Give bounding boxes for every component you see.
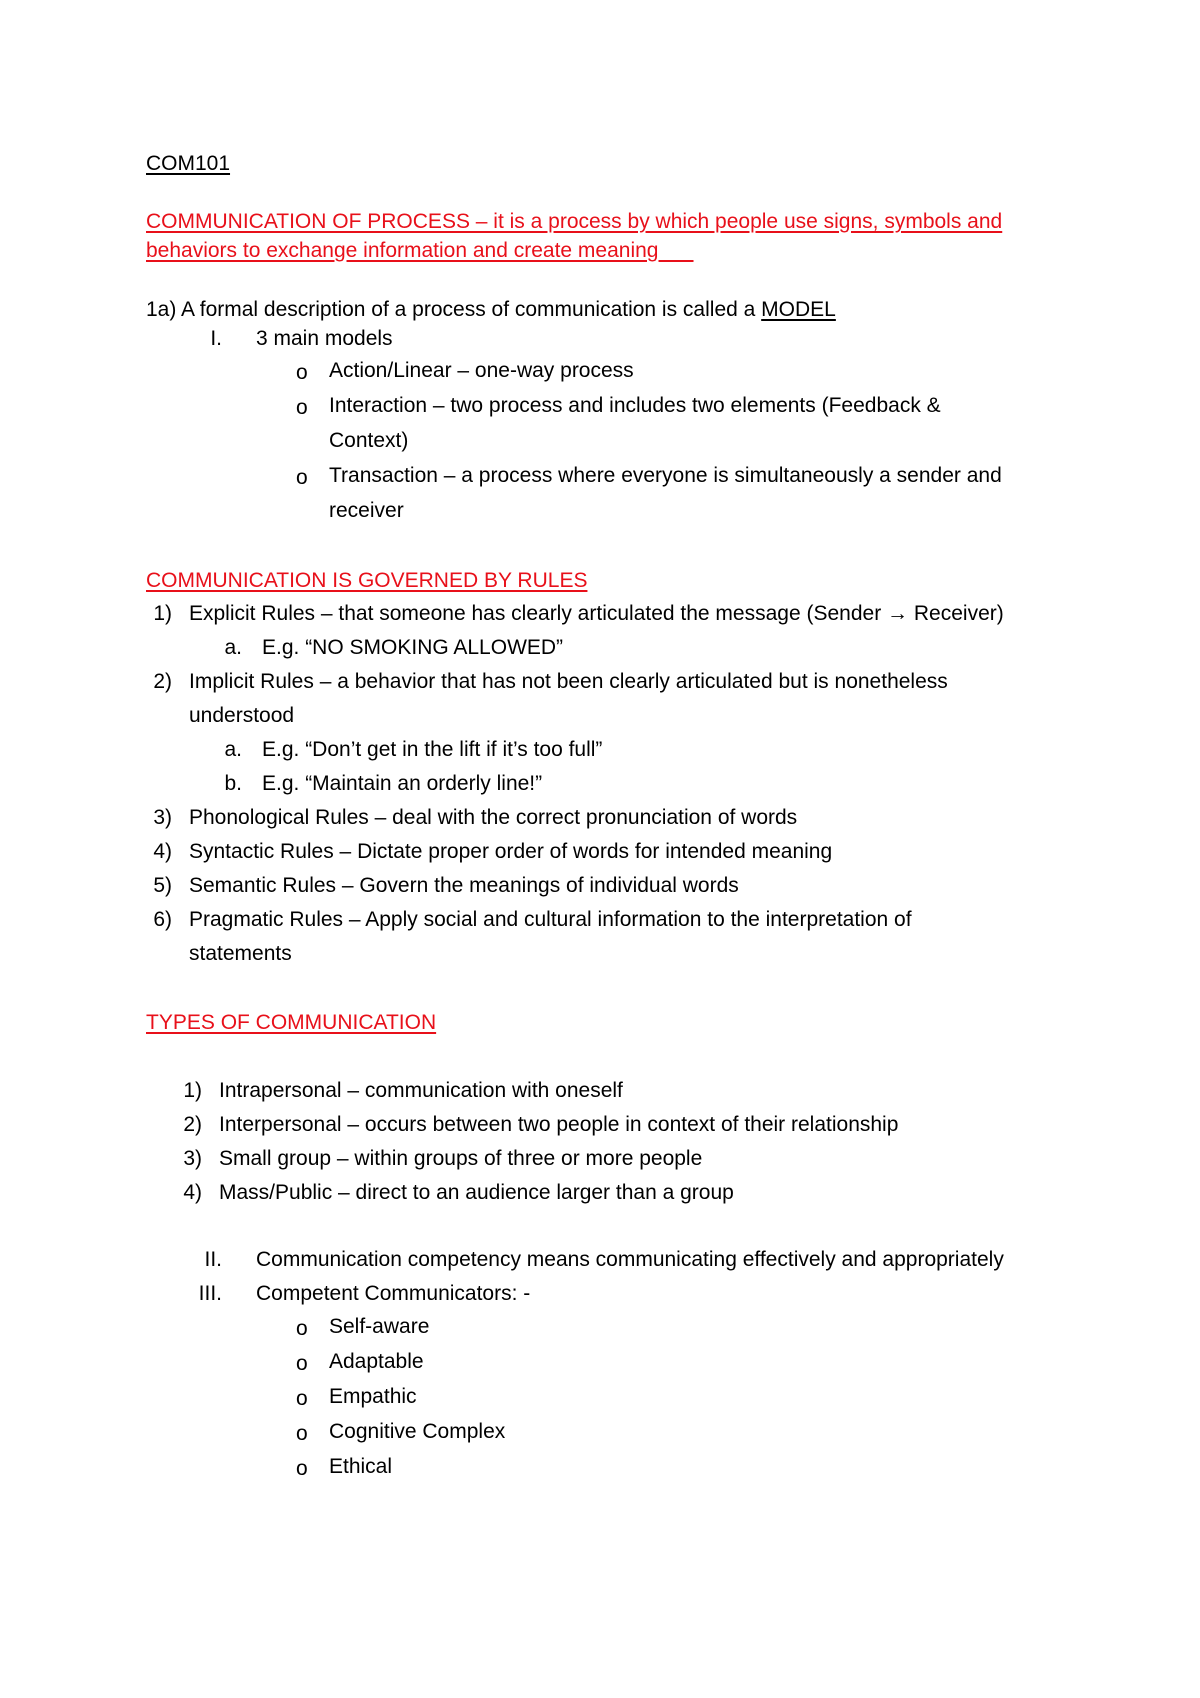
rules-sub-letter: b. bbox=[224, 772, 242, 795]
rules-sub-item: E.g. “Don’t get in the lift if it’s too full” bbox=[262, 738, 603, 761]
trait-item: Self-aware bbox=[329, 1315, 430, 1338]
bullet-icon: o bbox=[296, 396, 308, 419]
rules-number: 6) bbox=[153, 908, 172, 931]
bullet-icon: o bbox=[296, 1317, 308, 1340]
intro-definition-line-2-text: behaviors to exchange information and create meaning bbox=[146, 239, 659, 262]
rules-heading: COMMUNICATION IS GOVERNED BY RULES bbox=[146, 569, 588, 592]
bullet-icon: o bbox=[296, 361, 308, 384]
bullet-icon: o bbox=[296, 1352, 308, 1375]
rules-number: 5) bbox=[153, 874, 172, 897]
models-heading: 3 main models bbox=[256, 327, 393, 350]
types-heading: TYPES OF COMMUNICATION bbox=[146, 1011, 437, 1034]
rules-item: Pragmatic Rules – Apply social and cultural information to the interpretation of bbox=[189, 908, 912, 931]
types-item: Mass/Public – direct to an audience larger than a group bbox=[219, 1181, 734, 1204]
bullet-icon: o bbox=[296, 1387, 308, 1410]
trait-item: Ethical bbox=[329, 1455, 393, 1478]
roman-numeral-1: I. bbox=[210, 327, 222, 350]
types-number: 1) bbox=[183, 1079, 202, 1102]
rules-number: 4) bbox=[153, 840, 172, 863]
bullet-icon: o bbox=[296, 466, 308, 489]
intro-definition-line-2 bbox=[146, 238, 694, 263]
arrow-right-icon: → bbox=[887, 602, 909, 625]
model-item: Interaction – two process and includes two elements (Feedback & bbox=[329, 394, 941, 417]
rules-item-continuation: understood bbox=[189, 704, 295, 727]
model-item-continuation: Context) bbox=[329, 429, 409, 452]
trait-item: Cognitive Complex bbox=[329, 1420, 506, 1443]
bullet-icon: o bbox=[296, 1422, 308, 1445]
intro-definition-line-1: COMMUNICATION OF PROCESS – it is a process by which people use signs, symbols and bbox=[146, 210, 1003, 233]
model-item: Action/Linear – one-way process bbox=[329, 359, 634, 382]
types-number: 2) bbox=[183, 1113, 202, 1136]
types-item: Intrapersonal – communication with oneself bbox=[219, 1079, 623, 1102]
rules-number: 2) bbox=[153, 670, 172, 693]
model-sentence bbox=[146, 297, 836, 322]
rules-item-text: Explicit Rules – that someone has clearly articulated the message (Sender bbox=[189, 602, 882, 625]
model-item-continuation: receiver bbox=[329, 499, 404, 522]
roman-numeral-3: III. bbox=[198, 1282, 222, 1305]
types-item: Interpersonal – occurs between two people in context of their relationship bbox=[219, 1113, 899, 1136]
rules-item-text-after-arrow: Receiver) bbox=[913, 602, 1004, 625]
competency-definition: Communication competency means communicating effectively and appropriately bbox=[256, 1248, 1004, 1271]
rules-item: Semantic Rules – Govern the meanings of individual words bbox=[189, 874, 739, 897]
model-keyword: MODEL bbox=[761, 298, 836, 321]
trait-item: Empathic bbox=[329, 1385, 417, 1408]
rules-sub-item: E.g. “NO SMOKING ALLOWED” bbox=[262, 636, 564, 659]
roman-numeral-2: II. bbox=[204, 1248, 222, 1271]
course-code-title: COM101 bbox=[146, 152, 231, 175]
intro-definition-line-2-trail bbox=[659, 239, 694, 262]
types-item: Small group – within groups of three or more people bbox=[219, 1147, 703, 1170]
rules-item: Syntactic Rules – Dictate proper order of words for intended meaning bbox=[189, 840, 833, 863]
rules-item bbox=[189, 601, 1004, 626]
rules-item: Phonological Rules – deal with the correct pronunciation of words bbox=[189, 806, 798, 829]
rules-sub-letter: a. bbox=[224, 636, 242, 659]
rules-item-continuation: statements bbox=[189, 942, 292, 965]
types-number: 4) bbox=[183, 1181, 202, 1204]
rules-item: Implicit Rules – a behavior that has not been clearly articulated but is nonetheless bbox=[189, 670, 948, 693]
types-number: 3) bbox=[183, 1147, 202, 1170]
competent-communicators-heading: Competent Communicators: - bbox=[256, 1282, 531, 1305]
trait-item: Adaptable bbox=[329, 1350, 424, 1373]
rules-sub-letter: a. bbox=[224, 738, 242, 761]
model-sentence-text: A formal description of a process of communication is called a bbox=[181, 298, 756, 321]
bullet-icon: o bbox=[296, 1457, 308, 1480]
rules-sub-item: E.g. “Maintain an orderly line!” bbox=[262, 772, 543, 795]
model-item: Transaction – a process where everyone is simultaneously a sender and bbox=[329, 464, 1002, 487]
rules-number: 1) bbox=[153, 602, 172, 625]
rules-number: 3) bbox=[153, 806, 172, 829]
model-number: 1a) bbox=[146, 298, 177, 321]
